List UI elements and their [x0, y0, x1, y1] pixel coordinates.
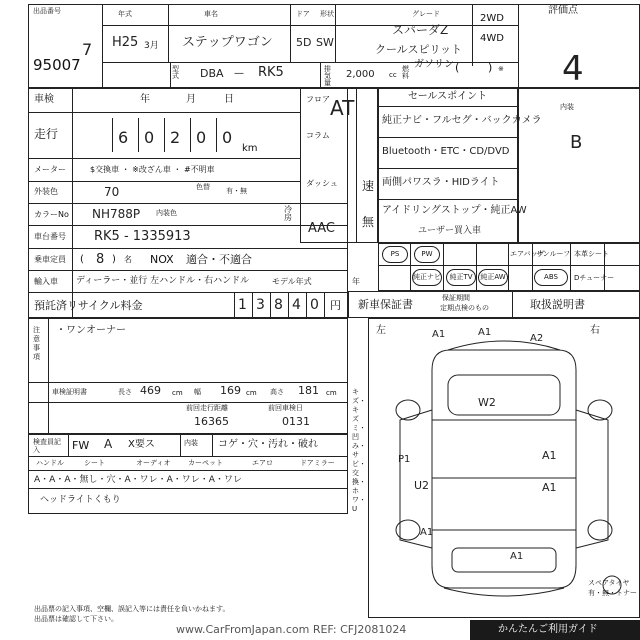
type-dash: —: [234, 68, 244, 79]
auction-sheet: 出品番号 7 95007 年式 車名 ドア 形状 グレード H25 3月 ステップワゴン 5D SW スパーダZ クールスピリット 2WD 4WD 評価点 4 型式 DBA — RK5 排気量 2,000 cc 燃料 ガソリン ( ) ※ 車検 年 月 日 走行 6 0 2 0 0 km メーター $交換車 ・ ※改ざん車 ・ #不明車 外装色 70 色替 有・無 カラーNo NH788P 内装色 車台番号 RK5 - 1335913 乗車定員 ( 8 ) 名 NOX 適合・不適合 輸入車 ディーラー・並行 左ハンドル・右ハンドル モデル年式 年 預託済リサイクル料金 1 3 8 4 0 円 フロア AT コラム ダッシュ 速 冷房 AAC セールスポイント 純正ナビ・フルセグ・バックカメラ Bluetooth・ETC・CD/DVD 両側パワスラ・HIDライト アイドリングストップ・純正AW 無 ユーザー買入車 内装 B PS PW サンルーフ 本革シート エアバッグ 純正ナビ 純正TV 純正AW ABS Dチューナー 新車保証書 保証期間 定期点検のもの 取扱説明書 注意事項 ・ワンオーナー 車検証明書 長さ 469 cm 幅 169 cm 高さ 181 cm 前回走行距離 16365 前回車検日 0131 検査員記入 FW A X要ス 内装 コゲ・穴・汚れ・破れ ハンドル シート オーディオ カーペット エアロ ドアミラー A・A・A・無し・穴・A・ワレ・A・ワレ・A・ワレ ヘッドライトくもり キズ・キズミ・凹み・サビ・交換・ホワ・U 左 右 A1 A1 A2 W2 P1 U2 A1 A1 A1 A1 スペアタイヤ 有・無・トナー 出品票の記入事項、空欄、誤記入等には責任を負いかねます。 出品票は確認して下さい。 www.CarFromJapan.com REF: CFJ2081024 かんたんご利用ガイド: [0, 0, 640, 640]
speed-label: 速: [362, 179, 375, 193]
inspection-date-value: 0131: [282, 415, 310, 428]
capacity-value: 8: [96, 252, 105, 267]
mileage-digit-3: 2: [170, 128, 181, 147]
lot-digit: 7: [82, 40, 93, 59]
drive-4wd: 4WD: [480, 33, 504, 44]
equip-navi: 純正ナビ: [412, 269, 442, 286]
dmg-code-5: P1: [398, 454, 411, 465]
fw-label: FW: [72, 439, 90, 452]
paren-close: ): [488, 61, 493, 74]
height-label: 高さ: [270, 388, 284, 396]
inspection-label: 車検: [34, 94, 54, 105]
year-label: 年式: [118, 10, 132, 18]
capacity-label: 乗車定員: [34, 255, 66, 264]
footer-disclaimer: 出品票の記入事項、空欄、誤記入等には責任を負いかねます。: [34, 605, 230, 613]
dmg-code-4: W2: [478, 396, 496, 409]
color-no-label: カラーNo: [34, 210, 69, 219]
nox-options: 適合・不適合: [186, 253, 252, 266]
rear-window-outline: [452, 548, 556, 572]
meter-options: $交換車 ・ ※改ざん車 ・ #不明車: [90, 165, 215, 174]
fw-grade: A: [104, 437, 113, 451]
mileage-digit-2: 0: [144, 128, 155, 147]
rear-bumper: [444, 588, 564, 596]
guide-label: かんたんご利用ガイド: [498, 624, 598, 635]
equip-aw: 純正AW: [478, 269, 508, 286]
sales-points-title: セールスポイント: [408, 91, 488, 102]
sales-point-2: Bluetooth・ETC・CD/DVD: [382, 146, 510, 157]
diagram-left-label: 左: [376, 325, 386, 336]
equip-tuner: Dチューナー: [574, 274, 615, 282]
col-handle: ハンドル: [36, 459, 64, 467]
mileage-unit: km: [242, 143, 258, 154]
spare-label: スペアタイヤ: [588, 579, 630, 587]
warranty-label: 新車保証書: [358, 298, 413, 311]
car-roof-outline: [432, 350, 576, 588]
dmg-code-9: A1: [420, 527, 434, 538]
frame-no-label: 車台番号: [34, 232, 66, 241]
width-unit: cm: [246, 389, 257, 397]
import-label: 輸入車: [34, 277, 58, 286]
ac-label: 冷房: [284, 205, 292, 222]
dash-label: ダッシュ: [306, 179, 338, 188]
import-options: ディーラー・並行 左ハンドル・右ハンドル: [76, 276, 250, 286]
extra-note: ヘッドライトくもり: [40, 495, 121, 505]
model-label: 車名: [204, 10, 218, 18]
user-label: ユーザー買入車: [418, 226, 482, 236]
model-year-suffix: 年: [352, 277, 360, 286]
meter-label: メーター: [34, 165, 66, 174]
inspection-day: 日: [224, 94, 234, 105]
nox-label: NOX: [150, 253, 174, 266]
drive-2wd: 2WD: [480, 13, 504, 24]
watermark: www.CarFromJapan.com REF: CFJ2081024: [176, 623, 407, 636]
grade-line2: クールスピリット: [375, 43, 463, 56]
doors-label: ドア: [296, 10, 310, 18]
exterior-color-code: 70: [104, 185, 120, 199]
col-seat: シート: [84, 459, 105, 467]
year-value: H25: [112, 35, 139, 50]
repaint-note-1: 色替: [196, 183, 210, 191]
fw-scratch: X要ス: [128, 439, 155, 450]
model-name: ステップワゴン: [182, 35, 273, 50]
grade-label: グレード: [412, 10, 440, 18]
color-no-value: NH788P: [92, 207, 141, 221]
windshield-outline: [448, 375, 560, 415]
equip-ps: PS: [382, 246, 408, 263]
dmg-code-1: A1: [432, 329, 446, 340]
interior-color-label: 内装色: [156, 209, 177, 217]
score-value: 4: [562, 49, 584, 89]
shape-label: 形状: [320, 10, 334, 18]
inspection-mileage-label: 前回走行距離: [186, 404, 228, 412]
inspection-mileage-value: 16365: [194, 415, 229, 428]
capacity-unit: 名: [124, 255, 132, 264]
right-side-outline: [576, 410, 608, 548]
manual-label: 取扱説明書: [530, 298, 585, 311]
dmg-code-8: A1: [542, 481, 557, 494]
interior-grade-frame: [518, 88, 640, 243]
ac-value: AAC: [308, 221, 335, 236]
interior-grade-label: 内装: [560, 103, 574, 111]
at-value: AT: [330, 96, 355, 120]
sales-point-1: 純正ナビ・フルセグ・バックカメラ: [382, 115, 542, 126]
sales-point-3: 両側パワスラ・HIDライト: [382, 177, 500, 188]
type-label: 型式: [172, 65, 179, 80]
lot-label: 出品番号: [33, 7, 61, 15]
warranty-note-1: 保証期間: [442, 294, 470, 302]
equip-airbag: エアバッグ: [510, 250, 545, 258]
repaint-note-2: 有・無: [226, 187, 247, 195]
interior-grade-value: B: [570, 132, 583, 153]
diagram-right-label: 右: [590, 325, 600, 336]
col-ac: エアロ: [252, 459, 273, 467]
height-value: 181: [298, 384, 319, 397]
recycle-unit: 円: [330, 299, 341, 312]
note-mark: ※: [498, 65, 504, 73]
type-model: RK5: [258, 65, 284, 80]
recycle-digit-3: 8: [274, 297, 283, 313]
column-label: コラム: [306, 131, 330, 140]
kizu-label: キズ・キズミ・凹み・サビ・交換・ホワ・U: [352, 388, 366, 513]
equip-sunroof: サンルーフ: [536, 250, 571, 258]
warranty-note-2: 定期点検のもの: [440, 304, 489, 312]
inspector-label: 検査員記入: [33, 438, 61, 454]
col-audio: オーディオ: [136, 459, 171, 467]
inspection-year: 年: [140, 94, 150, 105]
notes-handwritten: ・ワンオーナー: [56, 325, 126, 336]
equip-abs: ABS: [534, 269, 568, 286]
grade-line1: スパーダZ: [392, 23, 449, 37]
type-prefix: DBA: [200, 67, 224, 80]
width-value: 169: [220, 384, 241, 397]
displacement-label: 排気量: [324, 65, 331, 87]
frame-no-value: RK5 - 1335913: [94, 229, 191, 244]
recycle-digit-4: 4: [292, 297, 301, 313]
dmg-code-2: A1: [478, 327, 492, 338]
inspector-row-values: A・A・A・無し・穴・A・ワレ・A・ワレ・A・ワレ: [34, 475, 242, 485]
footer-disclaimer-2: 出品票は確認して下さい。: [34, 615, 118, 623]
height-unit: cm: [326, 389, 337, 397]
equip-leather: 本革シート: [574, 250, 609, 258]
inspection-date-label: 前回車検日: [268, 404, 303, 412]
mileage-digit-4: 0: [196, 128, 207, 147]
mileage-digit-1: 6: [118, 128, 129, 147]
none-label: 無: [362, 215, 375, 229]
fuel-value: ガソリン: [414, 59, 454, 70]
recycle-digit-5: 0: [310, 297, 319, 313]
width-label: 幅: [194, 388, 201, 396]
dmg-code-10: A1: [510, 551, 524, 562]
recycle-digit-1: 1: [238, 297, 247, 313]
length-unit: cm: [172, 389, 183, 397]
length-value: 469: [140, 384, 161, 397]
col-recorder: ドアミラー: [300, 459, 335, 467]
length-label: 長さ: [118, 388, 132, 396]
equip-tv: 純正TV: [446, 269, 476, 286]
equip-pw: PW: [414, 246, 440, 263]
interior-conditions: コゲ・穴・汚れ・破れ: [218, 439, 318, 450]
score-label: 評価点: [548, 5, 578, 16]
col-mat: カーペット: [188, 459, 223, 467]
mileage-label: 走行: [34, 127, 59, 141]
dmg-code-7: A1: [542, 449, 557, 462]
lot-number: 95007: [33, 56, 81, 74]
sales-points-frame: [378, 88, 518, 243]
notes-label: 注意事項: [33, 326, 40, 361]
displacement-value: 2,000: [346, 69, 375, 80]
inspection-month: 月: [186, 94, 196, 105]
recycle-digit-2: 3: [256, 297, 265, 313]
floor-label: フロア: [306, 95, 330, 104]
recycle-label: 預託済リサイクル料金: [34, 299, 143, 312]
fuel-label: 燃料: [402, 65, 409, 80]
body-value: SW: [316, 36, 334, 49]
doors-value: 5D: [296, 36, 312, 49]
month-value: 3月: [144, 41, 159, 51]
sales-point-4: アイドリングストップ・純正AW: [382, 205, 527, 216]
model-year-label: モデル年式: [272, 277, 312, 286]
paren-open: (: [455, 61, 460, 74]
exterior-color-label: 外装色: [34, 187, 58, 196]
spare-sub: 有・無・トナー: [588, 589, 637, 597]
interior-label: 内装: [184, 439, 198, 447]
dmg-code-3: A2: [530, 333, 544, 344]
car-diagram: [380, 327, 628, 612]
cert-label: 車検証明書: [52, 388, 87, 396]
displacement-unit: cc: [389, 71, 397, 79]
dmg-code-6: U2: [414, 479, 430, 492]
mileage-digit-5: 0: [222, 128, 233, 147]
